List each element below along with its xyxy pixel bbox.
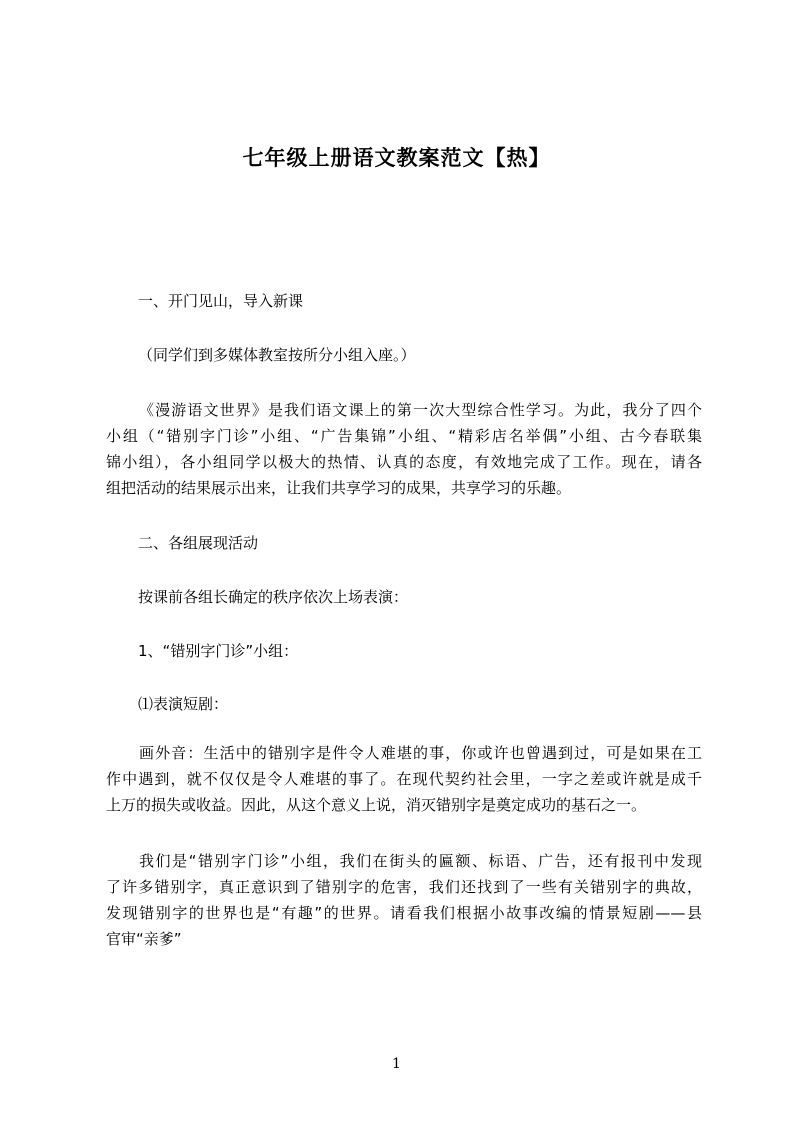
intro-line: 锦小组），各小组同学以极大的热情、认真的态度，有效地完成了工作。现在，请各 [106, 453, 702, 471]
voiceover-line: 作中遇到，就不仅仅是令人难堪的事了。在现代契约社会里，一字之差或许就是成千 [106, 770, 702, 788]
seating-note [138, 342, 416, 368]
voiceover-paragraph [106, 740, 702, 818]
heading-text: 二、各组展现活动 [138, 534, 259, 552]
group-intro-line: 发现错别字的世界也是“有趣”的世界。请看我们根据小故事改编的情景短剧——县 [106, 904, 702, 922]
group-intro-line: 我们是“错别字门诊”小组，我们在街头的匾额、标语、广告，还有报刊中发现 [139, 852, 702, 870]
item-line: ⑴表演短剧： [138, 695, 229, 713]
heading-text: 一、开门见山，导入新课 [138, 292, 304, 310]
section-heading-1 [138, 288, 303, 314]
group-line: 1、“错别字门诊”小组： [138, 642, 299, 660]
voiceover-line: 画外音：生活中的错别字是件令人难堪的事，你或许也曾遇到过，可是如果在工 [139, 744, 702, 762]
page-number: 1 [392, 1056, 401, 1072]
document-title: 七年级上册语文教案范文【热】 [242, 146, 551, 170]
item-heading [138, 691, 228, 717]
section-heading-2 [138, 530, 258, 556]
voiceover-line: 上万的损失或收益。因此，从这个意义上说，消灭错别字是奠定成功的基石之一。 [106, 796, 647, 814]
group-intro-paragraph [106, 848, 702, 952]
group-intro-line: 官审“亲爹” [106, 930, 182, 948]
order-text [138, 584, 408, 610]
intro-line: 组把活动的结果展示出来，让我们共享学习的成果，共享学习的乐趣。 [106, 479, 572, 497]
group-heading [138, 638, 298, 664]
intro-paragraph [106, 397, 702, 501]
note-text: （同学们到多媒体教室按所分小组入座。） [138, 346, 416, 364]
group-intro-line: 了许多错别字，真正意识到了错别字的危害，我们还找到了一些有关错别字的典故， [106, 878, 702, 896]
order-line: 按课前各组长确定的秩序依次上场表演： [138, 588, 409, 606]
intro-line: 《漫游语文世界》是我们语文课上的第一次大型综合性学习。为此，我分了四个 [139, 401, 702, 419]
intro-line: 小组（“错别字门诊”小组、“广告集锦”小组、“精彩店名举偶”小组、古今春联集 [106, 427, 702, 445]
